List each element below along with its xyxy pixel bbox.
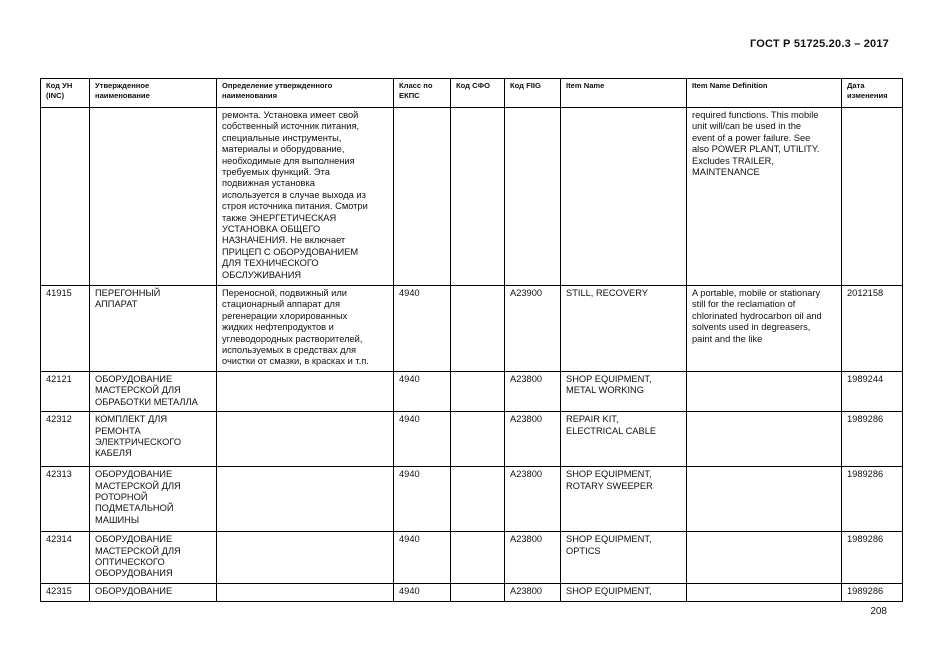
cell-sfo-code bbox=[451, 286, 505, 372]
table-row bbox=[41, 286, 903, 372]
cell-fiig-code: A23800 bbox=[505, 412, 561, 467]
header-line: Код FIIG bbox=[510, 81, 541, 90]
cell-text-line: собственный источник питания, bbox=[222, 121, 360, 132]
col-header-item-name-definition bbox=[687, 79, 842, 108]
cell-sfo-code bbox=[451, 412, 505, 467]
cell-approved-name bbox=[90, 286, 217, 372]
col-header-sfo-code bbox=[451, 79, 505, 108]
header-line: Утвержденное bbox=[95, 81, 150, 90]
cell-text-line: стационарный аппарат для bbox=[222, 299, 340, 310]
cell-text-line: required functions. This mobile bbox=[692, 110, 819, 120]
cell-item-name-definition bbox=[687, 108, 842, 286]
cell-item-name-definition bbox=[687, 412, 842, 467]
cell-text-line: ремонта. Установка имеет свой bbox=[222, 110, 359, 120]
cell-inc: 42313 bbox=[41, 467, 90, 532]
cell-approved-definition bbox=[217, 467, 394, 532]
cell-text-line: АППАРАТ bbox=[95, 299, 138, 310]
cell-text-line: event of a power failure. See bbox=[692, 132, 811, 143]
cell-approved-definition bbox=[217, 286, 394, 372]
cell-sfo-code bbox=[451, 372, 505, 412]
cell-change-date: 1989286 bbox=[842, 412, 903, 467]
cell-text-line: OPTICS bbox=[566, 545, 601, 556]
cell-text-line: ОБРАБОТКИ МЕТАЛЛА bbox=[95, 396, 198, 407]
cell-change-date: 1989286 bbox=[842, 584, 903, 602]
cell-text-line: регенерации хлорированных bbox=[222, 310, 348, 321]
cell-text-line: ОБОРУДОВАНИЕ bbox=[95, 469, 173, 480]
table-row bbox=[41, 108, 903, 286]
cell-text-line: УСТАНОВКА ОБЩЕГО bbox=[222, 224, 321, 235]
cell-text-line: КАБЕЛЯ bbox=[95, 448, 132, 459]
header-line: наименования bbox=[222, 91, 278, 100]
cell-approved-definition bbox=[217, 532, 394, 584]
cell-item-name bbox=[561, 108, 687, 286]
cell-fiig-code: A23800 bbox=[505, 532, 561, 584]
cell-item-name-definition bbox=[687, 532, 842, 584]
cell-text-line: ОБОРУДОВАНИЯ bbox=[95, 568, 173, 579]
header-line: наименование bbox=[95, 91, 150, 100]
header-line: Дата bbox=[847, 81, 865, 90]
cell-inc: 42121 bbox=[41, 372, 90, 412]
table-row bbox=[41, 584, 903, 602]
cell-inc: 42314 bbox=[41, 532, 90, 584]
cell-text-line: очистки от смазки, в красках и т.п. bbox=[222, 356, 369, 367]
table-header-row bbox=[41, 79, 903, 108]
cell-inc: 41915 bbox=[41, 286, 90, 372]
cell-text-line: ELECTRICAL CABLE bbox=[566, 425, 657, 436]
cell-text-line: МАСТЕРСКОЙ ДЛЯ bbox=[95, 545, 181, 556]
col-header-ekps-class bbox=[394, 79, 451, 108]
cell-text-line: ПЕРЕГОННЫЙ bbox=[95, 288, 161, 298]
cell-change-date: 1989286 bbox=[842, 467, 903, 532]
cell-text-line: подвижная установка bbox=[222, 178, 315, 189]
cell-text-line: STILL, RECOVERY bbox=[566, 288, 648, 298]
cell-approved-definition bbox=[217, 584, 394, 602]
header-line: Item Name Definition bbox=[692, 81, 768, 90]
cell-text-line: ПРИЦЕП С ОБОРУДОВАНИЕМ bbox=[222, 246, 359, 257]
cell-text-line: ROTARY SWEEPER bbox=[566, 480, 653, 491]
cell-item-name bbox=[561, 532, 687, 584]
cell-text-line: Переносной, подвижный или bbox=[222, 288, 347, 298]
cell-ekps-class: 4940 bbox=[394, 532, 451, 584]
cell-change-date: 1989286 bbox=[842, 532, 903, 584]
cell-text-line: MAINTENANCE bbox=[692, 167, 760, 178]
cell-item-name-definition bbox=[687, 584, 842, 602]
cell-text-line: материалы и оборудование, bbox=[222, 144, 345, 155]
cell-text-line: МАСТЕРСКОЙ ДЛЯ bbox=[95, 385, 181, 396]
cell-item-name bbox=[561, 286, 687, 372]
cell-approved-name bbox=[90, 467, 217, 532]
col-header-inc bbox=[41, 79, 90, 108]
cell-text-line: SHOP EQUIPMENT, bbox=[566, 586, 652, 597]
cell-text-line: paint and the like bbox=[692, 333, 763, 344]
cell-text-line: solvents used in degreasers, bbox=[692, 322, 811, 333]
col-header-fiig-code bbox=[505, 79, 561, 108]
cell-approved-name bbox=[90, 372, 217, 412]
cell-sfo-code bbox=[451, 584, 505, 602]
cell-inc bbox=[41, 108, 90, 286]
col-header-item-name bbox=[561, 79, 687, 108]
cell-approved-definition bbox=[217, 372, 394, 412]
cell-text-line: Excludes TRAILER, bbox=[692, 155, 774, 166]
table-row bbox=[41, 532, 903, 584]
page-number: 208 bbox=[870, 606, 887, 617]
cell-text-line: РОТОРНОЙ bbox=[95, 492, 148, 503]
cell-text-line: chlorinated hydrocarbon oil and bbox=[692, 310, 822, 321]
cell-approved-definition bbox=[217, 108, 394, 286]
header-line: изменения bbox=[847, 91, 888, 100]
cell-item-name-definition bbox=[687, 467, 842, 532]
col-header-change-date bbox=[842, 79, 903, 108]
cell-change-date: 1989244 bbox=[842, 372, 903, 412]
cell-text-line: METAL WORKING bbox=[566, 385, 644, 396]
cell-item-name bbox=[561, 412, 687, 467]
table-row bbox=[41, 412, 903, 467]
cell-ekps-class bbox=[394, 108, 451, 286]
cell-text-line: ДЛЯ ТЕХНИЧЕСКОГО bbox=[222, 258, 319, 269]
cell-text-line: необходимые для выполнения bbox=[222, 155, 355, 166]
cell-text-line: углеводородных растворителей, bbox=[222, 333, 363, 344]
cell-change-date bbox=[842, 108, 903, 286]
table-row bbox=[41, 467, 903, 532]
cell-text-line: МАСТЕРСКОЙ ДЛЯ bbox=[95, 480, 181, 491]
cell-text-line: жидких нефтепродуктов и bbox=[222, 322, 334, 333]
table-row bbox=[41, 372, 903, 412]
cell-text-line: A portable, mobile or stationary bbox=[692, 288, 821, 298]
cell-text-line: ОПТИЧЕСКОГО bbox=[95, 557, 165, 568]
cell-text-line: ПОДМЕТАЛЬНОЙ bbox=[95, 503, 174, 514]
cell-item-name-definition bbox=[687, 286, 842, 372]
cell-fiig-code: A23800 bbox=[505, 467, 561, 532]
cell-text-line: ОБОРУДОВАНИЕ bbox=[95, 534, 173, 545]
cell-sfo-code bbox=[451, 467, 505, 532]
cell-approved-definition bbox=[217, 412, 394, 467]
col-header-approved-name bbox=[90, 79, 217, 108]
cell-text-line: REPAIR KIT, bbox=[566, 414, 619, 425]
cell-item-name bbox=[561, 584, 687, 602]
cell-ekps-class: 4940 bbox=[394, 584, 451, 602]
cell-text-line: ОБСЛУЖИВАНИЯ bbox=[222, 269, 302, 280]
cell-text-line: РЕМОНТА bbox=[95, 425, 141, 436]
cell-text-line: SHOP EQUIPMENT, bbox=[566, 534, 652, 545]
cell-text-line: unit will/can be used in the bbox=[692, 121, 802, 132]
cell-ekps-class: 4940 bbox=[394, 412, 451, 467]
cell-text-line: также ЭНЕРГЕТИЧЕСКАЯ bbox=[222, 212, 337, 223]
cell-approved-name bbox=[90, 412, 217, 467]
cell-text-line: НАЗНАЧЕНИЯ. Не включает bbox=[222, 235, 346, 246]
cell-text-line: SHOP EQUIPMENT, bbox=[566, 374, 652, 384]
cell-approved-name bbox=[90, 108, 217, 286]
cell-ekps-class: 4940 bbox=[394, 286, 451, 372]
cell-fiig-code: A23800 bbox=[505, 372, 561, 412]
col-header-approved-definition bbox=[217, 79, 394, 108]
document-standard-number: ГОСТ Р 51725.20.3 – 2017 bbox=[749, 38, 889, 50]
cell-text-line: МАШИНЫ bbox=[95, 514, 140, 525]
header-line: Код СФО bbox=[456, 81, 490, 90]
cell-item-name bbox=[561, 467, 687, 532]
cell-inc: 42315 bbox=[41, 584, 90, 602]
header-line: Класс по bbox=[399, 81, 433, 90]
cell-approved-name bbox=[90, 584, 217, 602]
header-line: ЕКПС bbox=[399, 91, 420, 100]
cell-item-name bbox=[561, 372, 687, 412]
header-line: Код УН bbox=[46, 81, 73, 90]
cell-text-line: используемых в средствах для bbox=[222, 345, 357, 356]
cell-change-date: 2012158 bbox=[842, 286, 903, 372]
cell-text-line: ОБОРУДОВАНИЕ bbox=[95, 374, 173, 384]
cell-inc: 42312 bbox=[41, 412, 90, 467]
cell-sfo-code bbox=[451, 108, 505, 286]
cell-text-line: специальные инструменты, bbox=[222, 132, 342, 143]
cell-sfo-code bbox=[451, 532, 505, 584]
cell-item-name-definition bbox=[687, 372, 842, 412]
header-line: (INC) bbox=[46, 91, 65, 100]
cell-text-line: SHOP EQUIPMENT, bbox=[566, 469, 652, 480]
cell-text-line: строя источника питания. Смотри bbox=[222, 201, 368, 212]
cell-ekps-class: 4940 bbox=[394, 467, 451, 532]
cell-text-line: используется в случае выхода из bbox=[222, 189, 366, 200]
cell-text-line: КОМПЛЕКТ ДЛЯ bbox=[95, 414, 168, 425]
cell-fiig-code: A23800 bbox=[505, 584, 561, 602]
header-line: Определение утвержденного bbox=[222, 81, 333, 90]
header-line: Item Name bbox=[566, 81, 605, 90]
cell-text-line: требуемых функций. Эта bbox=[222, 167, 330, 178]
cell-text-line: ОБОРУДОВАНИЕ bbox=[95, 586, 173, 597]
cell-text-line: ЭЛЕКТРИЧЕСКОГО bbox=[95, 437, 182, 448]
cell-fiig-code: A23900 bbox=[505, 286, 561, 372]
cell-text-line: still for the reclamation of bbox=[692, 299, 796, 310]
item-name-register-table bbox=[40, 78, 903, 602]
cell-approved-name bbox=[90, 532, 217, 584]
cell-ekps-class: 4940 bbox=[394, 372, 451, 412]
cell-text-line: also POWER PLANT, UTILITY. bbox=[692, 144, 820, 155]
cell-fiig-code bbox=[505, 108, 561, 286]
table-body bbox=[41, 108, 903, 602]
